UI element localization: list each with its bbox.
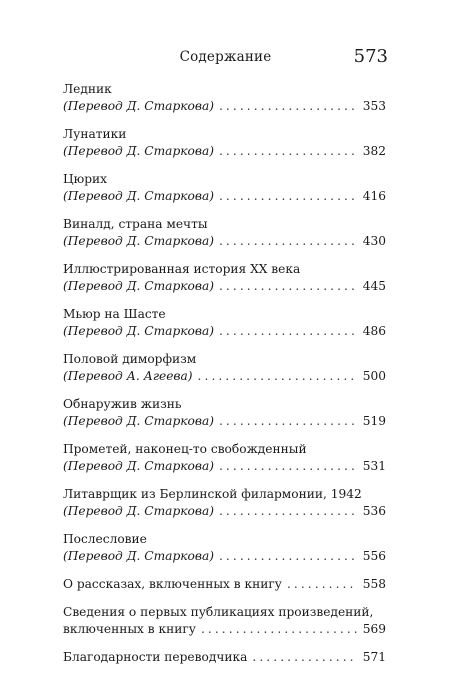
toc-entry-translator: (Перевод Д. Старкова) — [63, 459, 214, 473]
leader-dots — [219, 278, 357, 295]
leader-dots — [219, 323, 357, 340]
toc-entry — [63, 441, 386, 475]
toc-entry-page: 500 — [362, 369, 386, 383]
toc-entry-translator: (Перевод Д. Старкова) — [63, 189, 214, 203]
toc-entry-translator: (Перевод Д. Старкова) — [63, 144, 214, 158]
toc-entry — [63, 351, 386, 385]
toc-entry-page: 531 — [362, 459, 386, 473]
toc-entry-translator: (Перевод Д. Старкова) — [63, 324, 214, 338]
running-title: Содержание — [179, 49, 272, 65]
toc-entry — [63, 171, 386, 205]
toc-entry — [63, 576, 386, 593]
toc-entry-translator: (Перевод Д. Старкова) — [63, 504, 214, 518]
leader-dots — [201, 621, 357, 638]
toc-entry — [63, 604, 386, 638]
toc-entry-page: 445 — [362, 279, 386, 293]
toc-entry-translator: (Перевод Д. Старкова) — [63, 99, 214, 113]
toc-entry-translator: (Перевод А. Агеева) — [63, 369, 193, 383]
leader-dots — [287, 576, 357, 593]
toc-entry-page: 416 — [362, 189, 386, 203]
toc-entry-title: Ледник — [63, 82, 112, 96]
leader-dots — [219, 233, 357, 250]
toc-entry-title: Виналд, страна мечты — [63, 217, 208, 231]
toc-entry — [63, 486, 386, 520]
toc-entry-title: Послесловие — [63, 532, 147, 546]
toc-entry-page: 430 — [362, 234, 386, 248]
leader-dots — [219, 458, 357, 475]
toc-entry-page: 571 — [362, 650, 386, 664]
toc-entry-title: Обнаружив жизнь — [63, 397, 182, 411]
leader-dots — [219, 548, 357, 565]
toc-entry-title: Лунатики — [63, 127, 127, 141]
toc-entry-translator: (Перевод Д. Старкова) — [63, 414, 214, 428]
toc-entry-title: Литаврщик из Берлинской филармонии, 1942 — [63, 487, 362, 501]
leader-dots — [219, 188, 357, 205]
leader-dots — [198, 368, 357, 385]
toc-entry-title: Цюрих — [63, 172, 108, 186]
toc-entry-title: Благодарности переводчика — [63, 650, 248, 664]
toc-entry-title: Иллюстрированная история XX века — [63, 262, 301, 276]
leader-dots — [219, 98, 357, 115]
toc-entry — [63, 81, 386, 115]
toc-entry-translator: (Перевод Д. Старкова) — [63, 234, 214, 248]
leader-dots — [219, 503, 357, 520]
toc-entry — [63, 531, 386, 565]
toc-entry-title: Половой диморфизм — [63, 352, 197, 366]
toc-entry-page: 519 — [362, 414, 386, 428]
toc-entry-title: Сведения о первых публикациях произведений, — [63, 605, 374, 619]
running-head — [0, 46, 451, 70]
page-number: 573 — [353, 46, 388, 67]
toc-entry-title-continued: включенных в книгу — [63, 622, 196, 636]
toc-entry-title: Мьюр на Шасте — [63, 307, 166, 321]
table-of-contents — [63, 81, 386, 677]
toc-entry — [63, 649, 386, 666]
leader-dots — [252, 649, 356, 666]
toc-entry-page: 486 — [362, 324, 386, 338]
toc-entry — [63, 126, 386, 160]
toc-entry — [63, 216, 386, 250]
toc-entry-title: О рассказах, включенных в книгу — [63, 577, 282, 591]
toc-entry-page: 382 — [362, 144, 386, 158]
toc-entry — [63, 261, 386, 295]
toc-entry-page: 558 — [362, 577, 386, 591]
toc-entry-title: Прометей, наконец-то свобожденный — [63, 442, 307, 456]
toc-entry — [63, 396, 386, 430]
toc-entry-page: 569 — [362, 622, 386, 636]
leader-dots — [219, 143, 357, 160]
toc-entry-translator: (Перевод Д. Старкова) — [63, 279, 214, 293]
leader-dots — [219, 413, 357, 430]
toc-entry-page: 536 — [362, 504, 386, 518]
toc-entry-page: 353 — [362, 99, 386, 113]
toc-entry-translator: (Перевод Д. Старкова) — [63, 549, 214, 563]
toc-entry — [63, 306, 386, 340]
toc-entry-page: 556 — [362, 549, 386, 563]
